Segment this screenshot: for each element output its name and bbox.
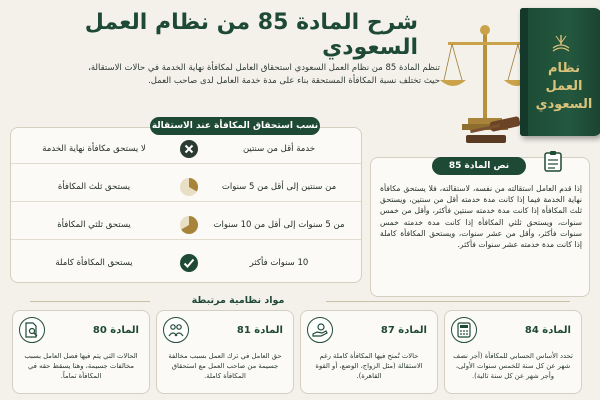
row-reward: يستحق ثلث المكافأة [57,181,131,192]
page-title: شرح المادة 85 من نظام العمل السعودي [84,10,418,60]
card-description: حالات تُمنح فيها المكافأة كاملة رغم الاستقالة (مثل الزواج، الوضع، أو القوة القاهرة). [315,352,423,380]
card-number: المادة 84 [524,325,571,336]
table-row [11,248,361,278]
calculator-icon [456,322,472,338]
document-search-icon [24,322,40,338]
saudi-emblem-icon [550,34,572,52]
card-number: المادة 87 [380,325,427,336]
row-service: خدمة أقل من سنتين [242,143,316,154]
row-service: من سنتين إلى أقل من 5 سنوات [221,181,337,192]
card-badge [307,317,333,343]
book-title-line1: نظام العمل [545,61,583,94]
row-reward: لا يستحق مكافأة نهاية الخدمة [42,143,146,154]
article-85-heading: نص المادة 85 [432,157,526,175]
entitlement-table [10,127,362,283]
pie-two-thirds-icon [179,215,199,235]
card-description: تحدد الأساس الحسابي للمكافأة (أجر نصف شهر عن كل سنة للخمس سنوات الأولى، وأجر شهر عن كل سنة تالية). [453,352,573,380]
table-row [11,134,361,164]
labor-law-book [520,8,600,136]
related-card-87 [300,310,438,394]
table-row [11,210,361,240]
intro-text [10,62,440,88]
book-title [530,60,598,114]
x-icon [179,139,199,159]
intro-line-2: حيث تختلف نسبة المكافأة المستحقة بناء على مدة خدمة العامل لدى صاحب العمل. [148,76,440,86]
intro-line-1: تنظم المادة 85 من نظام العمل السعودي استحقاق العامل لمكافأة نهاية الخدمة في حالات الاستقالة، [88,63,440,73]
table-heading: نسب استحقاق المكافأة عند الاستقالة [150,117,320,135]
related-card-80 [12,310,150,394]
table-row [11,172,361,202]
related-card-84 [444,310,582,394]
row-reward: يستحق المكافأة كاملة [55,258,133,268]
row-service: 10 سنوات فأكثر [249,258,309,268]
row-service: من 5 سنوات إلى أقل من 10 سنوات [213,219,345,230]
people-icon [168,322,184,338]
card-number: المادة 81 [236,325,283,336]
check-icon [179,253,199,273]
card-description: حق العامل في ترك العمل بسبب مخالفة جسيمة من صاحب العمل مع استحقاق المكافأة كاملة. [168,352,282,380]
card-badge [163,317,189,343]
pie-third-icon [179,177,199,197]
clipboard-icon [544,150,562,172]
related-heading: مواد نظامية مرتبطة [150,292,326,310]
hand-coin-icon [312,322,328,338]
article-85-text: إذا قدم العامل استقالته من نفسه، لاستقالته، فلا يستحق مكافأة نهاية الخدمة فيما إذا كانت مدة خدمته أقل من سنتين، ويستحق ثلث المكافأة إذا كانت مدة خدمته سنتين فأكثر، وأقل من خمس سنوات، ويستحق ثلثي المكافأة إذا كانت مدة خدمته خمس سنوات فأكثر، وأقل من عشر سنوات، ويستحق المكافأة كاملة إذا كانت مدة خدمته عشر سنوات فأكثر. [380,184,582,250]
related-card-81 [156,310,294,394]
book-title-line2: السعودي [535,97,593,112]
book-spine [520,8,528,136]
row-reward: يستحق ثلثي المكافأة [57,219,131,230]
card-description: الحالات التي يتم فيها فصل العامل بسبب مخالفات جسيمة، وهنا يسقط حقه في المكافأة تماماً. [24,352,138,380]
card-badge [451,317,477,343]
card-number: المادة 80 [92,325,139,336]
card-badge [19,317,45,343]
